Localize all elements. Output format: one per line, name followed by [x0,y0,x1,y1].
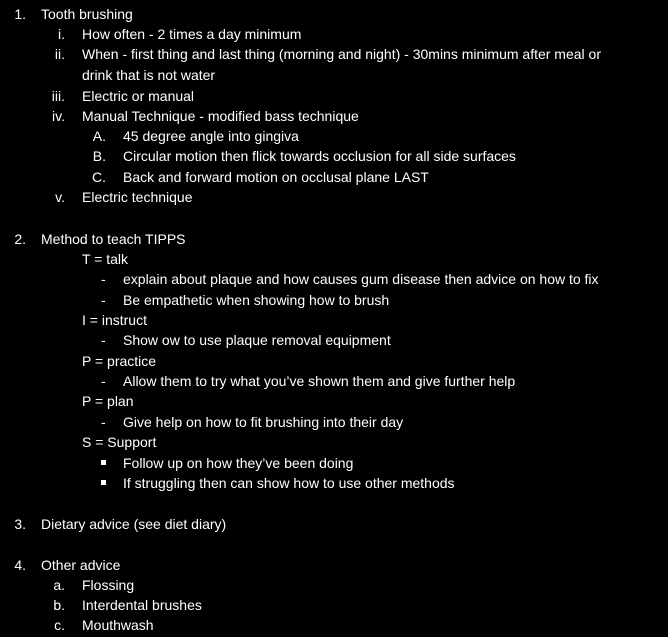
list-item-text: Mouthwash [82,617,154,633]
list-item-text: Interdental brushes [82,597,202,613]
square-bullet-icon [101,460,106,465]
section-4-number: 4. [14,557,26,573]
section-1-number: 1. [14,6,26,22]
sub-item-text: Circular motion then flick towards occlusion for all side surfaces [123,148,516,164]
dash-bullet: - [101,332,106,348]
tipps-point: Allow them to try what you’ve shown them and give further help [123,373,516,389]
section-3-title: Dietary advice (see diet diary) [41,516,227,532]
tipps-bullet: If struggling then can show how to use other methods [123,475,455,491]
list-item-marker: v. [55,189,65,205]
tipps-label-talk: T = talk [82,251,129,267]
list-item-text: Flossing [82,577,135,593]
list-item-text: Electric or manual [82,88,195,104]
tipps-label-practice: P = practice [82,353,157,369]
tipps-label-instruct: I = instruct [82,312,147,328]
list-item-text: Electric technique [82,189,193,205]
section-2-number: 2. [14,231,26,247]
list-item-marker: a. [53,577,65,593]
section-3-number: 3. [14,516,26,532]
list-item-text-continued: drink that is not water [82,67,216,83]
section-4-title: Other advice [41,557,121,573]
section-1-title: Tooth brushing [41,6,133,22]
tipps-point: Show ow to use plaque removal equipment [123,332,391,348]
tipps-point: Be empathetic when showing how to brush [123,292,390,308]
list-item-marker: c. [54,617,65,633]
tipps-point: explain about plaque and how causes gum disease then advice on how to fix [123,271,599,287]
dash-bullet: - [101,373,106,389]
list-item-text: Manual Technique - modified bass technique [82,108,359,124]
list-item-marker: b. [53,597,65,613]
sub-item-text: 45 degree angle into gingiva [123,128,299,144]
list-item-marker: iv. [52,108,65,124]
list-item-text: How often - 2 times a day minimum [82,26,302,42]
sub-item-marker: B. [92,148,106,164]
list-item-marker: iii. [51,88,65,104]
list-item-text: When - first thing and last thing (morning and night) - 30mins minimum after meal or [82,46,601,62]
tipps-point: Give help on how to fit brushing into their day [123,414,404,430]
tipps-label-plan: P = plan [82,393,134,409]
sub-item-marker: A. [92,128,106,144]
section-2-title: Method to teach TIPPS [41,231,186,247]
square-bullet-icon [101,480,106,485]
dash-bullet: - [101,292,106,308]
list-item-marker: ii. [54,46,65,62]
dash-bullet: - [101,414,106,430]
sub-item-marker: C. [92,169,106,185]
dash-bullet: - [101,271,106,287]
tipps-label-support: S = Support [82,434,157,450]
tipps-bullet: Follow up on how they’ve been doing [123,455,354,471]
sub-item-text: Back and forward motion on occlusal plane LAST [123,169,429,185]
list-item-marker: i. [58,26,65,42]
